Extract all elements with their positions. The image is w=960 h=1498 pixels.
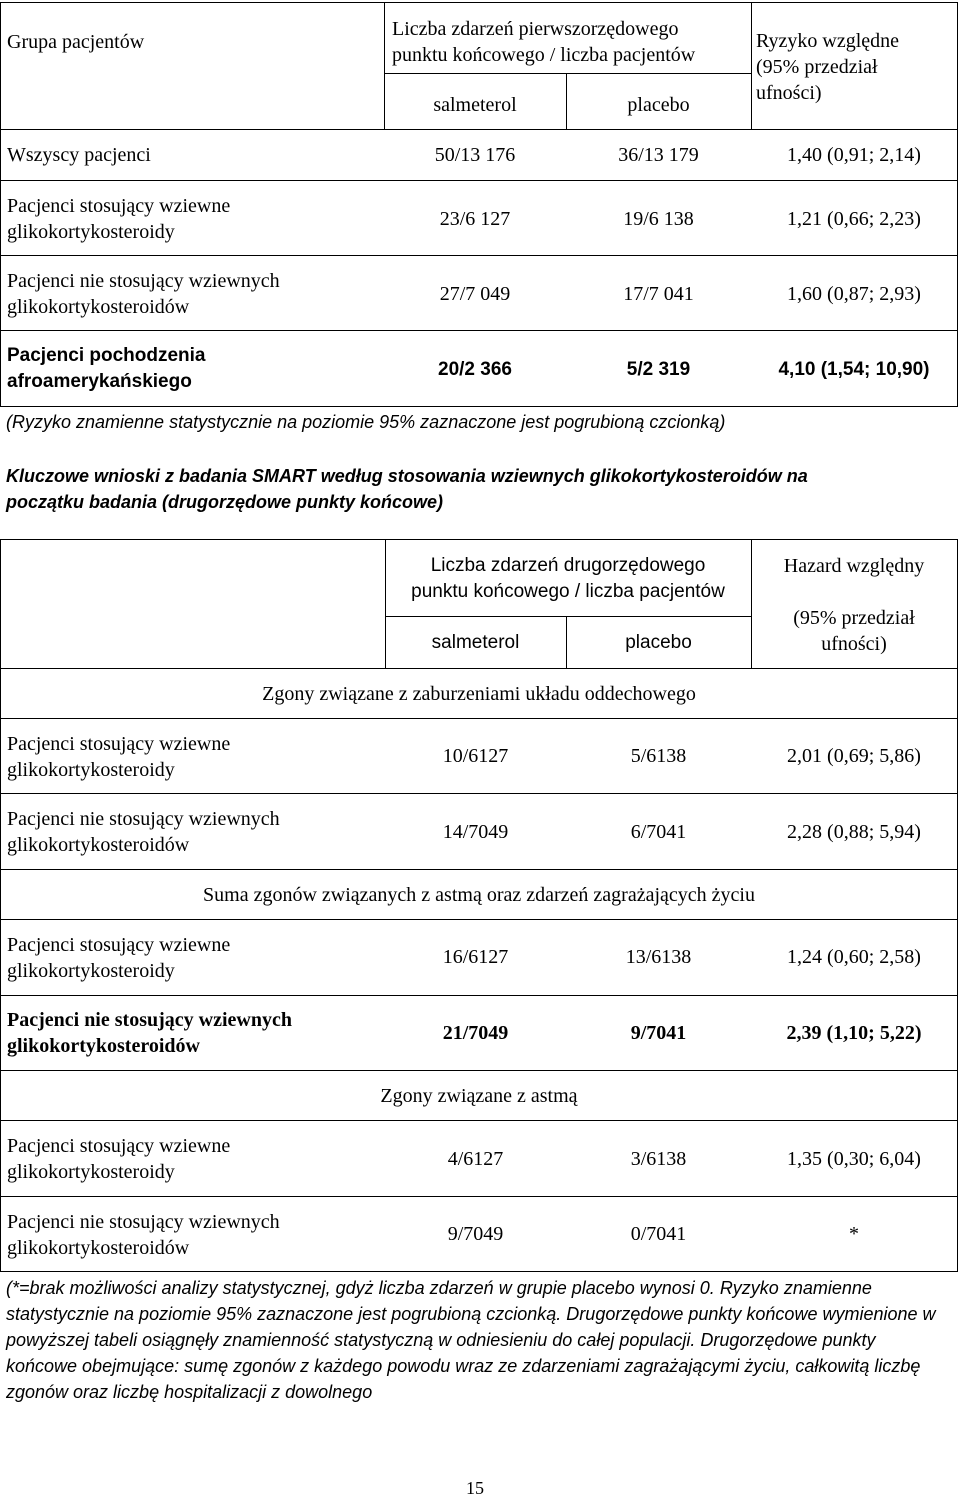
s0-r1-hazard: 2,28 (0,88; 5,94) <box>787 821 921 843</box>
row-ics-risk: 1,21 (0,66; 2,23) <box>787 208 921 230</box>
s2-r1-hazard: * <box>849 1223 859 1245</box>
s0-r0-placebo: 5/6138 <box>630 745 687 767</box>
row-all-salmeterol: 50/13 176 <box>434 144 516 166</box>
s1-r1-group-line1: Pacjenci nie stosujący wziewnych <box>7 1009 292 1031</box>
row-all-group: Wszyscy pacjenci <box>7 144 151 166</box>
row-noics-risk: 1,60 (0,87; 2,93) <box>787 283 921 305</box>
row-african-group-line2: afroamerykańskiego <box>7 371 192 392</box>
s1-r1-placebo: 9/7041 <box>630 1022 687 1044</box>
header2-placebo: placebo <box>625 632 692 653</box>
header2-events-line2: punktu końcowego / liczba pacjentów <box>411 581 725 602</box>
header-placebo: placebo <box>627 94 690 116</box>
s0-r1-group-line2: glikokortykosteroidów <box>7 834 190 856</box>
row-all-risk: 1,40 (0,91; 2,14) <box>787 144 921 166</box>
row-african-salmeterol: 20/2 366 <box>438 359 512 380</box>
header-risk-line3: ufności) <box>756 82 822 104</box>
s0-r0-salmeterol: 10/6127 <box>442 745 509 767</box>
s2-r0-hazard: 1,35 (0,30; 6,04) <box>787 1148 921 1170</box>
row-all-placebo: 36/13 179 <box>618 144 699 166</box>
s0-r1-salmeterol: 14/7049 <box>442 821 509 843</box>
header2-hazard-line3: ufności) <box>821 633 887 655</box>
row-noics-group-line1: Pacjenci nie stosujący wziewnych <box>7 270 280 292</box>
s0-r0-group-line1: Pacjenci stosujący wziewne <box>7 733 231 755</box>
section-respiratory-deaths-title: Zgony związane z zaburzeniami układu oddechowego <box>262 683 696 705</box>
s2-r1-group-line1: Pacjenci nie stosujący wziewnych <box>7 1211 280 1233</box>
table1-note: (Ryzyko znamienne statystycznie na poziomie 95% zaznaczone jest pogrubioną czcionką) <box>6 412 726 432</box>
section-heading-line2: początku badania (drugorzędowe punkty końcowe) <box>6 492 444 512</box>
footnote: (*=brak możliwości analizy statystycznej, gdyż liczba zdarzeń w grupie placebo wynosi 0. Ryzyko znamienne statystycznie na poziomie 95% zaznaczone jest pogrubioną czcionką. Drugorzędowe punkty końcowe wymienione w powyższej tabeli osiągnęły znamienność statystyczną w odniesieniu do całej populacji. Drugorzędowe punkty końcowe obejmujące: sumę zgonów z każdego powodu wraz ze zdarzeniami zagrażającymi życiu, całkowitą liczbę zgonów oraz liczbę hospitalizacji z dowolnego <box>6 1278 936 1402</box>
header2-hazard-line2: (95% przedział <box>793 607 915 629</box>
s1-r1-salmeterol: 21/7049 <box>442 1022 509 1044</box>
header-group: Grupa pacjentów <box>7 31 145 53</box>
s2-r1-salmeterol: 9/7049 <box>447 1223 504 1245</box>
s1-r0-group-line2: glikokortykosteroidy <box>7 960 175 982</box>
row-ics-group-line2: glikokortykosteroidy <box>7 221 175 243</box>
section-asthma-deaths-title: Zgony związane z astmą <box>380 1085 578 1107</box>
section-heading-line1: Kluczowe wnioski z badania SMART według stosowania wziewnych glikokortykosteroidów na <box>6 466 808 486</box>
header-risk-line1: Ryzyko względne <box>756 30 900 52</box>
row-african-group-line1: Pacjenci pochodzenia <box>7 345 206 366</box>
s0-r1-group-line1: Pacjenci nie stosujący wziewnych <box>7 808 280 830</box>
s2-r0-group-line2: glikokortykosteroidy <box>7 1161 175 1183</box>
s0-r1-placebo: 6/7041 <box>630 821 687 843</box>
s0-r0-hazard: 2,01 (0,69; 5,86) <box>787 745 921 767</box>
page-number: 15 <box>466 1478 484 1498</box>
row-ics-salmeterol: 23/6 127 <box>439 208 511 230</box>
s0-r0-group-line2: glikokortykosteroidy <box>7 759 175 781</box>
row-ics-placebo: 19/6 138 <box>623 208 694 230</box>
header-events-line2: punktu końcowego / liczba pacjentów <box>392 44 696 66</box>
header-salmeterol: salmeterol <box>433 94 517 116</box>
header2-hazard-line1: Hazard względny <box>783 555 925 577</box>
header-events-line1: Liczba zdarzeń pierwszorzędowego <box>392 18 679 40</box>
s1-r0-group-line1: Pacjenci stosujący wziewne <box>7 934 231 956</box>
section-asthma-deaths-life-threatening-title: Suma zgonów związanych z astmą oraz zdarzeń zagrażających życiu <box>203 884 755 906</box>
header2-salmeterol: salmeterol <box>431 632 520 653</box>
header2-events-line1: Liczba zdarzeń drugorzędowego <box>430 555 706 576</box>
row-noics-salmeterol: 27/7 049 <box>439 283 511 305</box>
s2-r1-placebo: 0/7041 <box>630 1223 687 1245</box>
s2-r0-placebo: 3/6138 <box>630 1148 687 1170</box>
row-noics-placebo: 17/7 041 <box>623 283 694 305</box>
s1-r1-group-line2: glikokortykosteroidów <box>7 1035 200 1057</box>
s1-r0-hazard: 1,24 (0,60; 2,58) <box>787 946 921 968</box>
header-risk-line2: (95% przedział <box>756 56 878 78</box>
row-noics-group-line2: glikokortykosteroidów <box>7 296 190 318</box>
s1-r1-hazard: 2,39 (1,10; 5,22) <box>786 1022 922 1044</box>
s1-r0-placebo: 13/6138 <box>625 946 692 968</box>
s1-r0-salmeterol: 16/6127 <box>442 946 509 968</box>
row-african-placebo: 5/2 319 <box>626 359 691 380</box>
s2-r0-group-line1: Pacjenci stosujący wziewne <box>7 1135 231 1157</box>
s2-r0-salmeterol: 4/6127 <box>447 1148 504 1170</box>
row-african-risk: 4,10 (1,54; 10,90) <box>778 359 930 380</box>
row-ics-group-line1: Pacjenci stosujący wziewne <box>7 195 231 217</box>
s2-r1-group-line2: glikokortykosteroidów <box>7 1237 190 1259</box>
